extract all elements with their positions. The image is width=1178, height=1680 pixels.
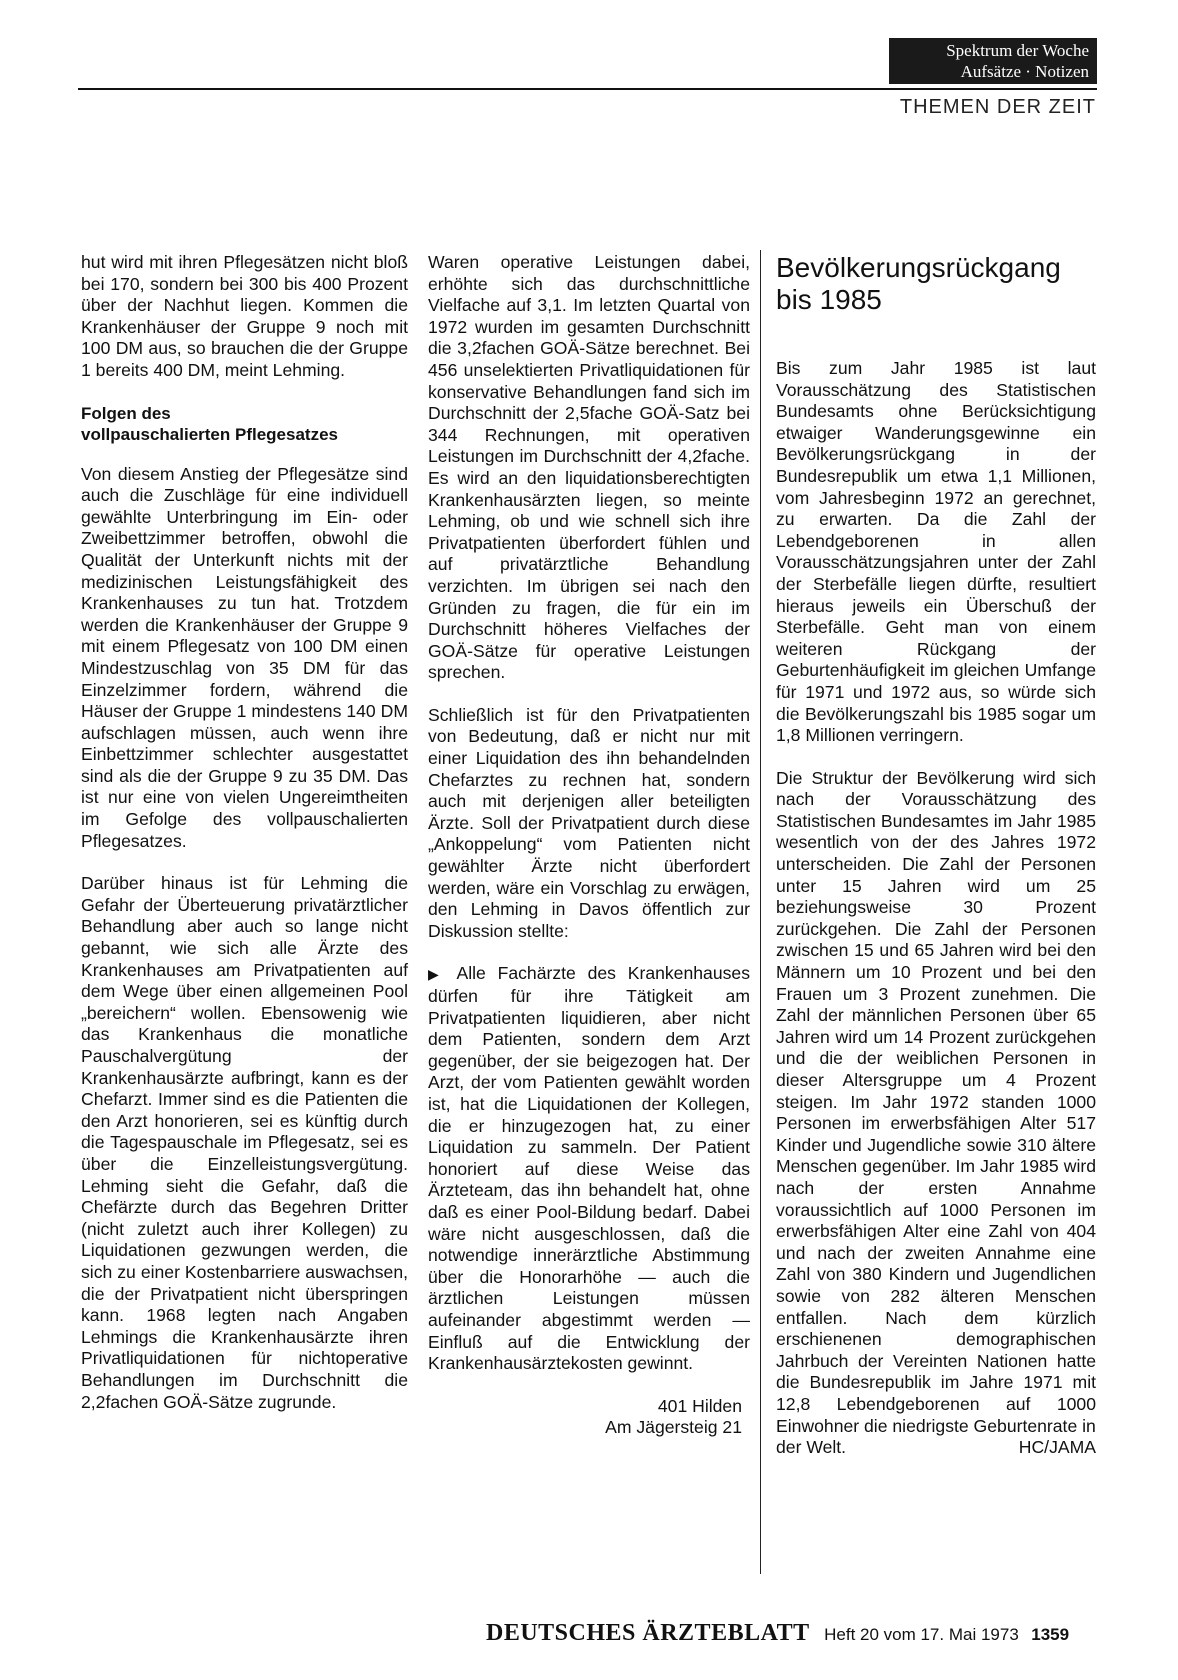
col1-paragraph-2: Von diesem Anstieg der Pflegesätze sind auch die Zuschläge für eine individuell gewählte Unterbringung im Ein- oder Zweibettzimmer betroffen, obwohl die Qualität der Unterkunft nichts mit der medizinischen Leistungsfähigkeit des Krankenhauses zu tun hat. Trotzdem werden die Krankenhäuser der Gruppe 9 mit einem Pflegesatz von 100 DM einen Mindestzuschlag von 35 DM für das Einzelzimmer fordern, während die Häuser der Gruppe 1 mindestens 140 DM aufschlagen müssen, auch wenn ihre Einbettzimmer schlechter ausgestattet sind als die der Gruppe 9 zu 35 DM. Das ist nur eine von vielen Ungereimtheiten im Gefolge des vollpauschalierten Pflegesatzes. bbox=[81, 463, 408, 851]
col2-paragraph-2: Schließlich ist für den Privatpatienten von Bedeutung, daß er nicht nur mit einer Liquidation des ihn behandelnden Chefarztes zu rechnen hat, sondern auch mit derjenigen aller beteiligten Ärzte. Soll der Privatpatient durch diese „Ankoppelung“ vom Patienten nicht gewählter Ärzte nicht überfordert werden, wäre ein Vorschlag zu erwägen, den Lehming in Davos öffentlich zur Diskussion stellte: bbox=[428, 704, 750, 941]
issue-info: Heft 20 vom 17. Mai 1973 bbox=[824, 1625, 1019, 1644]
article-title-line1: Bevölkerungsrückgang bbox=[776, 252, 1061, 283]
address-line1: 401 Hilden bbox=[657, 1395, 742, 1416]
header-box-line2: Aufsätze · Notizen bbox=[960, 62, 1089, 81]
section-header-box bbox=[889, 38, 1097, 84]
subheading-line2: vollpauschalierten Pflegesatzes bbox=[81, 424, 338, 444]
signature-line bbox=[776, 1437, 1096, 1459]
col3-paragraph-2: Die Struktur der Bevölkerung wird sich nach der Vorausschätzung des Statistischen Bundesamtes im Jahr 1985 wesentlich von der des Jahres 1972 unterscheiden. Die Zahl der Personen unter 15 Jahren wird um 25 beziehungsweise 30 Prozent zurückgehen. Die Zahl der Personen zwischen 15 und 65 Jahren wird bei den Männern um 10 Prozent und bei den Frauen um 3 Prozent zunehmen. Die Zahl der männlichen Personen über 65 Jahren wird um 14 Prozent zurückgehen und die der weiblichen Personen in dieser Altersgruppe um 4 Prozent steigen. Im Jahr 1972 standen 1000 Personen im erwerbsfähigen Alter 517 Kinder und Jugendliche sowie 310 ältere Menschen gegenüber. Im Jahr 1985 wird nach der ersten Annahme voraussichtlich auf 1000 Personen im erwerbsfähigen Alter eine Zahl von 404 und nach der zweiten Annahme eine Zahl von 380 Kindern und Jugendlichen sowie von 282 älteren Menschen entfallen. Nach dem kürzlich erschienenen demographischen Jahrbuch der Vereinten Nationen hatte die Bundesrepublik im Jahre 1971 mit 12,8 Lebendgeborenen auf 1000 Einwohner die niedrigste Geburtenrate in bbox=[776, 767, 1096, 1436]
column-3 bbox=[776, 252, 1096, 1459]
page-number: 1359 bbox=[1031, 1625, 1070, 1644]
col3-paragraph-2-end: der Welt. bbox=[776, 1437, 847, 1458]
subheading-line1: Folgen des bbox=[81, 403, 171, 423]
col1-paragraph-3: Darüber hinaus ist für Lehming die Gefahr der Überteuerung privatärztlicher Behandlung aber auch so lange nicht gebannt, wie sich alle Ärzte des Krankenhauses am Privatpatienten auf dem Wege über einen allgemeinen Pool „bereichern“ wollen. Ebensowenig wie das Krankenhaus die monatliche Pauschalvergütung der Krankenhausärzte aufbringt, kann es der Chefarzt. Immer sind es die Patienten die den Arzt honorieren, sei es künftig durch die Tagespauschale im Pflegesatz, sei es über die Einzelleistungsvergütung. Lehming sieht die Gefahr, daß die Chefärzte durch das Begehren Dritter (nicht zuletzt auch ihrer Kollegen) zu Liquidationen gezwungen werden, die sich zu einer Kostenbarriere auswachsen, die der Privatpatient nicht überspringen kann. 1968 legten nach Angaben Lehmings die Krankenhausärzte ihren Privatliquidationen für nichtoperative Behandlungen im Durchschnitt die 2,2fachen GOÄ-Sätze zugrunde. bbox=[81, 873, 408, 1412]
column-divider bbox=[760, 250, 761, 1574]
author-signature: HC/JAMA bbox=[1018, 1437, 1096, 1458]
section-label: THEMEN DER ZEIT bbox=[899, 96, 1096, 118]
col2-paragraph-1: Waren operative Leistungen dabei, erhöhte sich das durchschnittliche Vielfache auf 3,1. Im letzten Quartal von 1972 wurden im gesamten Durchschnitt die 3,2fachen GOÄ-Sätze berechnet. Bei 456 unselektierten Privatliquidationen für konservative Behandlungen fand sich im Durchschnitt der 2,5fache GOÄ-Satz bei 344 Rechnungen, mit operativen Leistungen im Durchschnitt der 4,2fache. Es wird an den liquidationsberechtigten Krankenhausärzten liegen, so meinte Lehming, ob und wie schnell sich ihre Privatpatienten überfordert fühlen und auf privatärztliche Behandlung verzichten. Im übrigen sei nach den Gründen zu fragen, die für ein im Durchschnitt höheres Vielfaches der GOÄ-Sätze für operative Leistungen sprechen. bbox=[428, 252, 750, 683]
arrow-bullet-icon: ▶ bbox=[428, 966, 446, 983]
col2-paragraph-3-text: Alle Fachärzte des Krankenhauses dürfen für ihre Tätigkeit am Privatpatienten liquidieren, aber nicht dem Patienten, sondern dem Arzt gegenüber, der sie beigezogen hat. Der Arzt, der vom Patienten gewählt worden ist, hat die Liquidationen der Kollegen, die er hinzugezogen hat, zu einer Liquidation zu sammeln. Der Patient honoriert auf diese Weise das Ärzteteam, das ihn behandelt hat, ohne daß es einer Pool-Bildung bedarf. Dabei wäre nicht ausgeschlossen, daß die notwendige innerärztliche Abstimmung über die Honorarhöhe — auch die ärztlichen Leistungen müssen aufeinander abgestimmt werden — Einfluß auf die Entwicklung der Krankenhausärztekosten gewinnt. bbox=[428, 963, 750, 1374]
article-title bbox=[776, 252, 1096, 316]
page-footer bbox=[486, 1620, 1069, 1647]
address-line2: Am Jägersteig 21 bbox=[605, 1417, 742, 1438]
header-rule bbox=[78, 88, 1097, 90]
column-1 bbox=[81, 252, 408, 1434]
col3-paragraph-1: Bis zum Jahr 1985 ist laut Vorausschätzung des Statistischen Bundesamts ohne Berücksichtigung etwaiger Wanderungsgewinne ein Bevölkerungsrückgang in der Bundesrepublik um etwa 1,1 Millionen, vom Jahresbeginn 1972 an gerechnet, zu erwarten. Da die Zahl der Lebendgeborenen in allen Vorausschätzungsjahren unter der Zahl der Sterbefälle liegen dürfte, resultiert hieraus jeweils ein Überschuß der Sterbefälle. Geht man von einem weiteren Rückgang der Geburtenhäufigkeit im gleichen Umfange für 1971 und 1972 aus, so würde sich die Bevölkerungszahl bis 1985 sogar um 1,8 Millionen verringern. bbox=[776, 358, 1096, 746]
col2-paragraph-3 bbox=[428, 963, 750, 1374]
column-2 bbox=[428, 252, 750, 1439]
journal-name: DEUTSCHES ÄRZTEBLATT bbox=[486, 1620, 810, 1646]
col1-subheading bbox=[81, 403, 408, 445]
header-box-line1: Spektrum der Woche bbox=[946, 41, 1089, 60]
col1-paragraph-1: hut wird mit ihren Pflegesätzen nicht bloß bei 170, sondern bei 300 bis 400 Prozent über der Nachhut liegen. Kommen die Krankenhäuser der Gruppe 9 noch mit 100 DM aus, so brauchen die der Gruppe 1 bereits 400 DM, meint Lehming. bbox=[81, 252, 408, 380]
author-address bbox=[428, 1396, 750, 1439]
article-title-line2: bis 1985 bbox=[776, 284, 882, 315]
